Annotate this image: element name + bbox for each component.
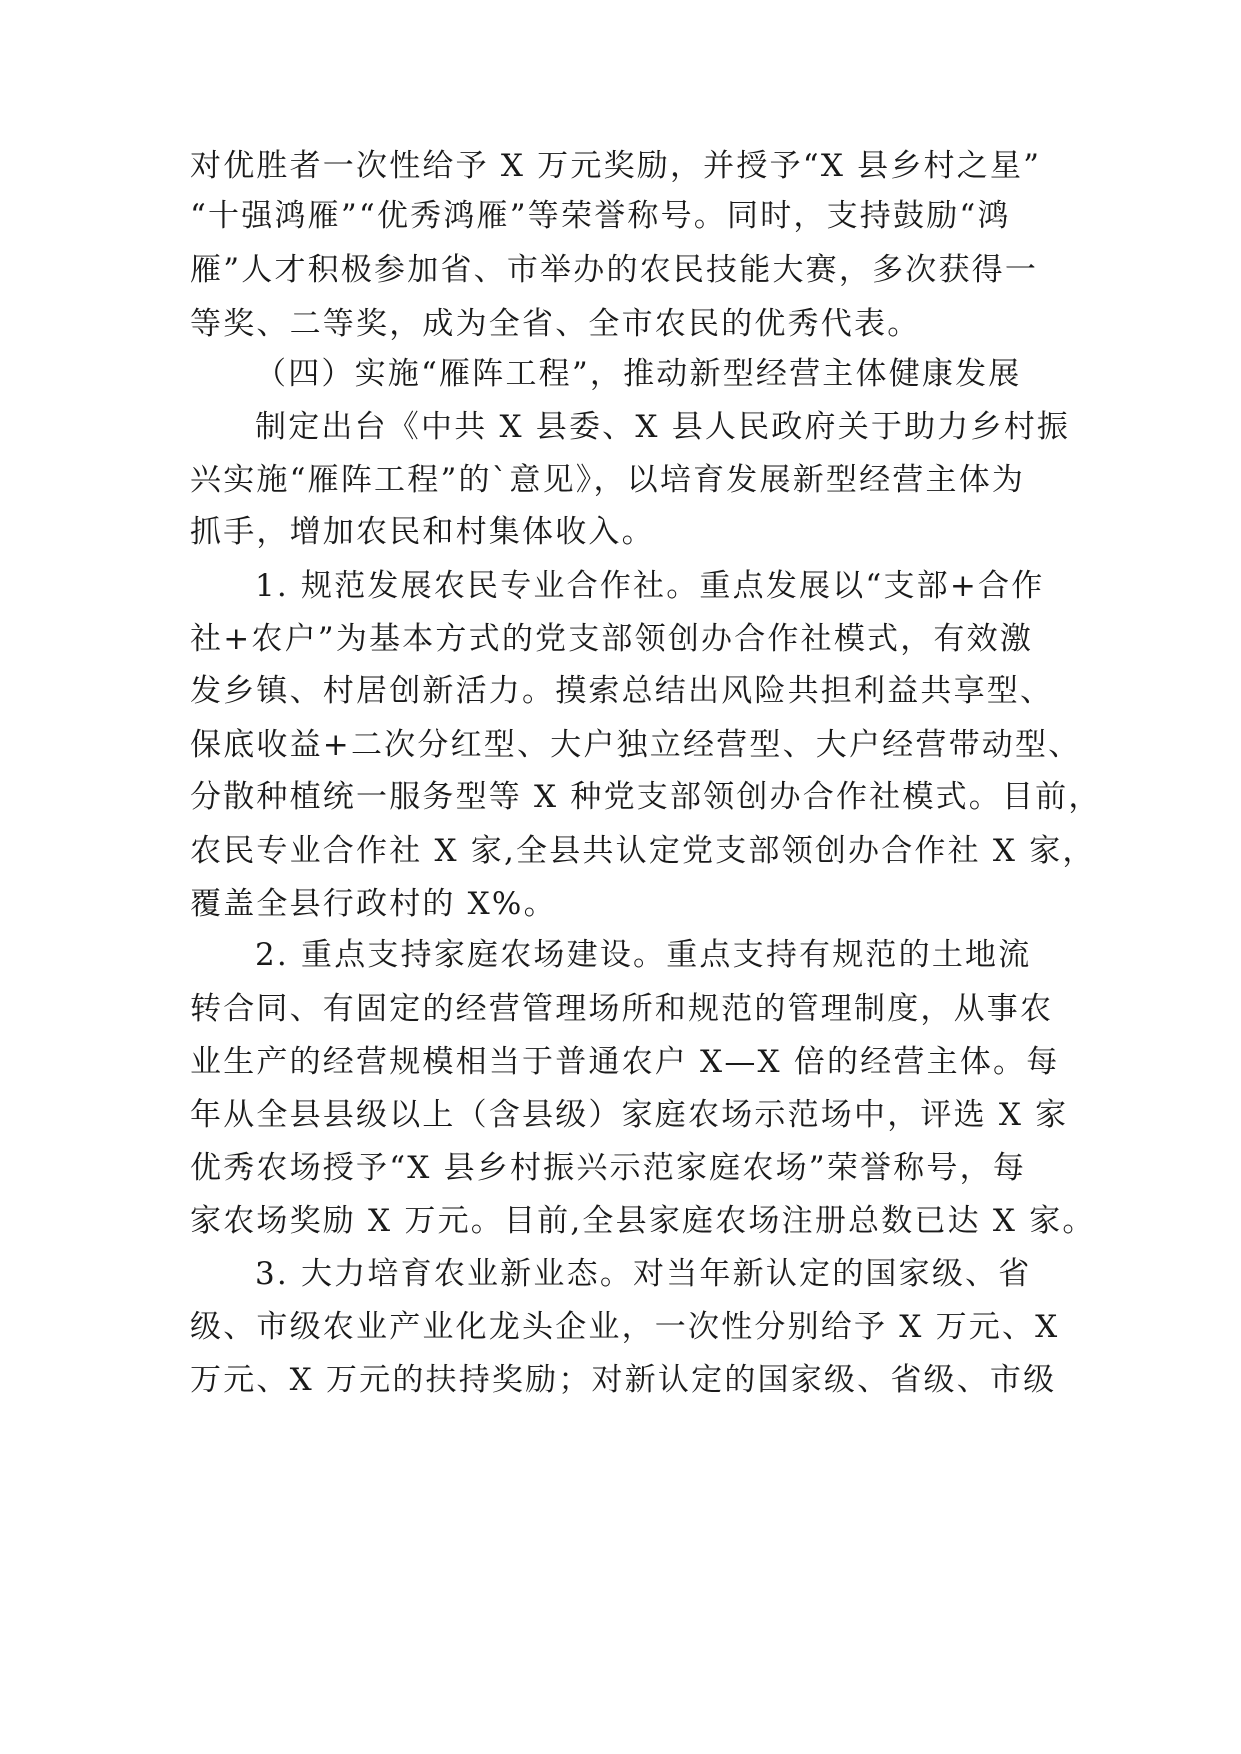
text-line: 对优胜者一次性给予 X 万元奖励，并授予“X 县乡村之星”: [190, 148, 1042, 184]
text-line: 3. 大力培育农业新业态。对当年新认定的国家级、省: [255, 1256, 1032, 1292]
text-line: 等奖、二等奖，成为全省、全市农民的优秀代表。: [190, 306, 921, 342]
text-line: 分散种植统一服务型等 X 种党支部领创办合作社模式。目前，: [190, 779, 1102, 815]
text-line: 制定出台《中共 X 县委、X 县人民政府关于助力乡村振: [255, 409, 1071, 445]
text-line: 保底收益+二次分红型、大户独立经营型、大户经营带动型、: [190, 727, 1082, 763]
text-line: 万元、X 万元的扶持奖励；对新认定的国家级、省级、市级: [190, 1362, 1057, 1398]
text-line: 1. 规范发展农民专业合作社。重点发展以“支部+合作: [255, 568, 1045, 604]
section-heading: （四）实施“雁阵工程”，推动新型经营主体健康发展: [255, 356, 1022, 392]
text-line: 社+农户”为基本方式的党支部领创办合作社模式，有效激: [190, 621, 1034, 657]
text-line: 发乡镇、村居创新活力。摸索总结出风险共担利益共享型、: [190, 673, 1054, 709]
text-line: 雁”人才积极参加省、市举办的农民技能大赛，多次获得一: [190, 252, 1039, 288]
text-line: 抓手，增加农民和村集体收入。: [190, 514, 655, 550]
text-line: 业生产的经营规模相当于普通农户 X—X 倍的经营主体。每: [190, 1044, 1060, 1080]
text-line: 转合同、有固定的经营管理场所和规范的管理制度，从事农: [190, 991, 1054, 1027]
text-line: 年从全县县级以上（含县级）家庭农场示范场中，评选 X 家: [190, 1097, 1069, 1133]
text-line: 覆盖全县行政村的 X%。: [190, 886, 557, 922]
text-line: 级、市级农业产业化龙头企业，一次性分别给予 X 万元、X: [190, 1309, 1060, 1345]
text-line: 优秀农场授予“X 县乡村振兴示范家庭农场”荣誉称号，每: [190, 1150, 1027, 1186]
text-line: 农民专业合作社 X 家,全县共认定党支部领创办合作社 X 家，: [190, 833, 1096, 869]
text-line: 家农场奖励 X 万元。目前,全县家庭农场注册总数已达 X 家。: [190, 1203, 1096, 1239]
text-line: 兴实施“雁阵工程”的`意见》，以培育发展新型经营主体为: [190, 462, 1026, 498]
text-line: “十强鸿雁”“优秀鸿雁”等荣誉称号。同时，支持鼓励“鸿: [190, 198, 1011, 234]
text-line: 2. 重点支持家庭农场建设。重点支持有规范的土地流: [255, 937, 1032, 973]
